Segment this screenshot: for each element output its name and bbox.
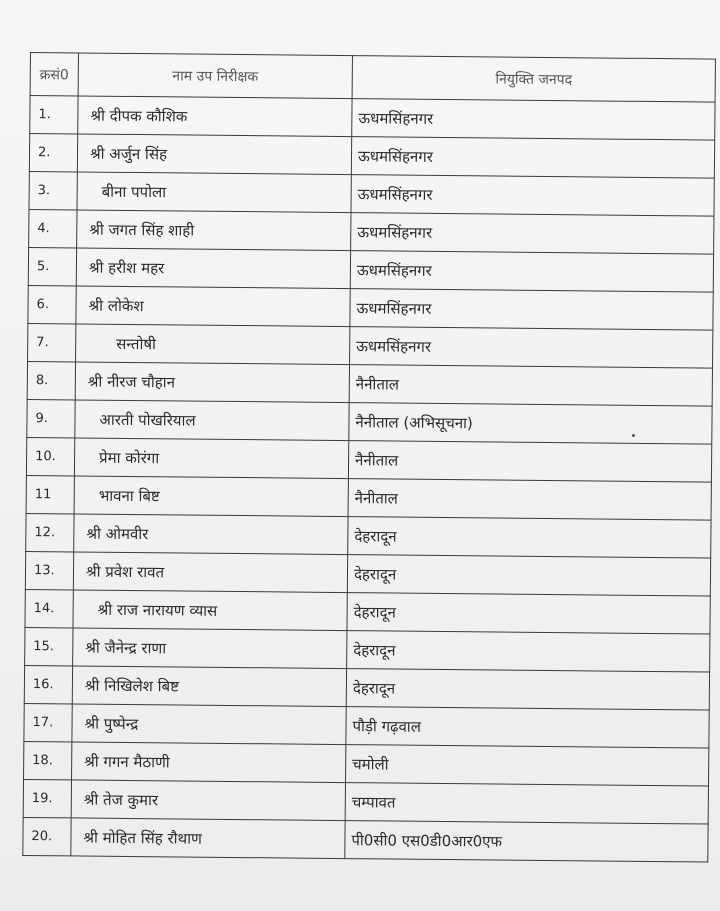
cell-serial: 7.	[28, 323, 76, 361]
cell-name: श्री अर्जुन सिंह	[77, 134, 351, 175]
cell-name: श्री जैनेन्द्र राणा	[73, 628, 347, 669]
cell-name: श्री मोहित सिंह रौथाण	[71, 818, 345, 859]
cell-name: श्री जगत सिंह शाही	[77, 210, 351, 251]
cell-name: श्री निखिलेश बिष्ट	[72, 666, 346, 707]
table-row	[28, 247, 713, 292]
cell-serial: 8.	[27, 361, 75, 399]
table-row	[24, 741, 709, 786]
table-row	[28, 323, 713, 368]
table-row	[26, 437, 711, 482]
table-row	[29, 209, 714, 254]
cell-serial: 13.	[25, 551, 73, 589]
cell-serial: 9.	[27, 399, 75, 437]
cell-name: बीना पपोला	[77, 172, 351, 213]
cell-name: श्री तेज कुमार	[71, 780, 345, 821]
cell-district: ऊधमसिंहनगर	[350, 289, 713, 330]
cell-serial: 1.	[30, 96, 78, 134]
cell-name: श्री गगन मैठाणी	[72, 742, 346, 783]
cell-serial: 20.	[23, 817, 71, 855]
cell-district: देहरादून	[348, 517, 711, 558]
cell-district: देहरादून	[347, 555, 710, 596]
cell-district: चमोली	[346, 745, 709, 786]
paper-speck	[632, 434, 635, 437]
table-row	[25, 589, 710, 634]
cell-name: श्री राज नारायण व्यास	[73, 590, 347, 631]
cell-district: चम्पावत	[345, 783, 708, 824]
cell-serial: 16.	[24, 665, 72, 703]
cell-district: पौड़ी गढ़वाल	[346, 707, 709, 748]
table-row	[26, 513, 711, 558]
cell-serial: 6.	[28, 285, 76, 323]
cell-name: आरती पोखरियाल	[75, 400, 349, 441]
cell-district: ऊधमसिंहनगर	[350, 251, 713, 292]
cell-serial: 10.	[26, 437, 74, 475]
table-row	[26, 475, 711, 520]
table-row	[29, 134, 714, 179]
cell-name: श्री ओमवीर	[74, 514, 348, 555]
cell-district: देहरादून	[346, 669, 709, 710]
cell-serial: 15.	[25, 627, 73, 665]
cell-district: पी0सी0 एस0डी0आर0एफ	[345, 821, 708, 862]
cell-district: नैनीताल	[348, 441, 711, 482]
table-row	[25, 627, 710, 672]
table-row	[24, 665, 709, 710]
cell-district: नैनीताल	[348, 479, 711, 520]
table-row	[27, 399, 712, 444]
cell-name: सन्तोषी	[76, 324, 350, 365]
cell-name: श्री हरीश महर	[76, 248, 350, 289]
cell-serial: 5.	[28, 247, 76, 285]
cell-name: श्री लोकेश	[76, 286, 350, 327]
cell-name: श्री पुष्पेन्द्र	[72, 704, 346, 745]
cell-name: प्रेमा कोरंगा	[74, 438, 348, 479]
table-row	[27, 361, 712, 406]
cell-district: ऊधमसिंहनगर	[351, 175, 714, 216]
cell-name: श्री प्रवेश रावत	[73, 552, 347, 593]
cell-district: देहरादून	[347, 631, 710, 672]
cell-district: नैनीताल (अभिसूचना)	[349, 403, 712, 444]
cell-district: ऊधमसिंहनगर	[352, 99, 715, 140]
table-row	[23, 817, 708, 862]
cell-district: ऊधमसिंहनगर	[350, 327, 713, 368]
cell-serial: 2.	[29, 134, 77, 172]
inspector-posting-table	[22, 52, 716, 863]
table-row	[24, 703, 709, 748]
table-row	[28, 285, 713, 330]
cell-district: ऊधमसिंहनगर	[351, 213, 714, 254]
table-row	[25, 551, 710, 596]
table-header-row	[30, 53, 715, 103]
cell-serial: 17.	[24, 703, 72, 741]
header-name: नाम उप निरीक्षक	[78, 53, 352, 99]
cell-name: श्री नीरज चौहान	[75, 362, 349, 403]
cell-district: नैनीताल	[349, 365, 712, 406]
cell-serial: 3.	[29, 171, 77, 209]
cell-serial: 18.	[24, 741, 72, 779]
cell-district: ऊधमसिंहनगर	[351, 137, 714, 178]
cell-name: भावना बिष्ट	[74, 476, 348, 517]
cell-district: देहरादून	[347, 593, 710, 634]
cell-name: श्री दीपक कौशिक	[78, 96, 352, 137]
header-serial: क्रसं0	[30, 53, 78, 96]
table-row	[29, 171, 714, 216]
table-row	[30, 96, 715, 141]
table-row	[23, 779, 708, 824]
cell-serial: 14.	[25, 589, 73, 627]
header-district: नियुक्ति जनपद	[352, 56, 715, 102]
cell-serial: 12.	[26, 513, 74, 551]
cell-serial: 11	[26, 475, 74, 513]
cell-serial: 4.	[29, 209, 77, 247]
cell-serial: 19.	[23, 779, 71, 817]
